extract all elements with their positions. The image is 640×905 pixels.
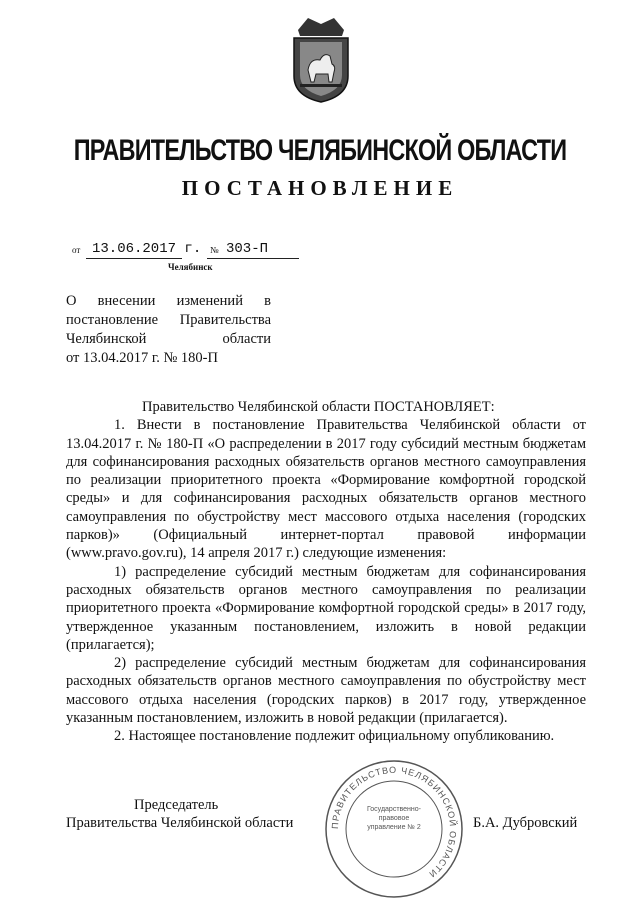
document-body <box>66 398 586 746</box>
body-paragraph: 2) распределение субсидий местным бюджетам для софинансирования расходных обязательств органов местного самоуправления по обустройству мест массового отдыха населения (городских парков) в 2017 году, утвержденное указанным постановлением, изложить в новой редакции (прилагается). <box>66 655 586 727</box>
document-number: 303-П <box>226 241 269 257</box>
subject-line: от 13.04.2017 г. № 180-П <box>66 350 218 366</box>
body-intro: Правительство Челябинской области ПОСТАНОВЛЯЕТ: <box>142 399 495 415</box>
body-paragraph: 1. Внести в постановление Правительства Челябинской области от 13.04.2017 г. № 180-П «О распределении в 2017 году субсидий местным бюджетам для софинансирования расходных обязательств органов местного самоуправления по реализации приоритетного проекта «Формирование комфортной городской среды» и для софинансирования расходных обязательств органов местного самоуправления по обустройству мест массового отдыха населения (городских парков)» (Официальный интернет-портал правовой информации (www.pravo.gov.ru), 14 апреля 2017 г.) следующие изменения: <box>66 417 586 562</box>
svg-text:ПРАВИТЕЛЬСТВО ЧЕЛЯБИНСКОЙ ОБЛА: ПРАВИТЕЛЬСТВО ЧЕЛЯБИНСКОЙ ОБЛАСТИ <box>329 764 459 880</box>
subject-line: Челябинской области <box>66 331 271 347</box>
document-type: ПОСТАНОВЛЕНИЕ <box>181 176 459 200</box>
subject-line: постановление Правительства <box>66 312 271 328</box>
date-prefix: от <box>72 245 81 255</box>
date-underline <box>86 258 182 259</box>
body-paragraph: 2. Настоящее постановление подлежит официальному опубликованию. <box>114 728 555 745</box>
body-paragraph: 1) распределение субсидий местным бюджетам для софинансирования расходных обязательств органов местного самоуправления по реализации приоритетного проекта «Формирование комфортной городской среды» в 2017 году, утвержденное указанным постановлением, изложить в новой редакции (прилагается); <box>66 563 586 653</box>
official-stamp-icon: ПРАВИТЕЛЬСТВО ЧЕЛЯБИНСКОЙ ОБЛАСТИ Государственно-правовое управление № 2 <box>322 757 466 901</box>
date-number-row <box>72 240 302 260</box>
city: Челябинск <box>168 262 213 272</box>
coat-of-arms-icon <box>286 12 356 104</box>
number-underline <box>207 258 299 259</box>
government-title: ПРАВИТЕЛЬСТВО ЧЕЛЯБИНСКОЙ ОБЛАСТИ <box>73 134 567 167</box>
number-prefix: № <box>210 245 219 255</box>
signature-organization: Правительства Челябинской области <box>66 815 294 831</box>
subject-line: О внесении изменений в <box>66 293 271 309</box>
subject-block <box>66 292 271 368</box>
signature-name: Б.А. Дубровский <box>473 815 578 831</box>
signature-title: Председатель <box>134 797 219 813</box>
document-date: 13.06.2017 г. <box>92 241 202 257</box>
